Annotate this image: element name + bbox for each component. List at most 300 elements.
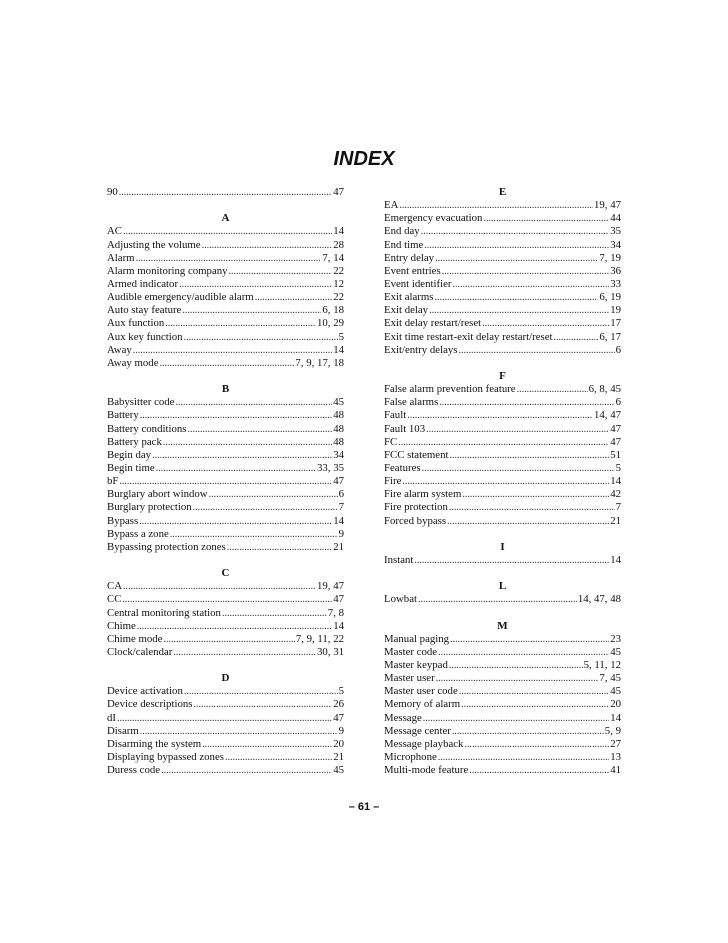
index-column-left — [107, 186, 344, 777]
index-entry — [107, 541, 344, 554]
index-entry — [384, 331, 621, 344]
entry-term: Lowbat — [384, 593, 417, 606]
entry-term: Aux key function — [107, 330, 183, 343]
entry-pages: 22 — [333, 291, 344, 304]
entry-pages: 7, 19 — [599, 251, 621, 264]
entry-pages: 6, 17 — [599, 330, 621, 343]
entry-term: Multi-mode feature — [384, 764, 469, 777]
entry-term: Battery pack — [107, 435, 162, 448]
dot-leader — [553, 331, 598, 344]
dot-leader — [434, 291, 598, 304]
index-column-right — [384, 186, 621, 777]
entry-pages: 14 — [333, 514, 344, 527]
entry-pages: 21 — [333, 540, 344, 553]
entry-pages: 7, 9, 17, 18 — [295, 356, 344, 369]
entry-term: Begin day — [107, 448, 152, 461]
entry-term: End day — [384, 225, 420, 238]
dot-leader — [229, 265, 333, 278]
section-letter-heading: L — [498, 580, 507, 593]
dot-leader — [442, 265, 610, 278]
entry-term: Message playback — [384, 737, 464, 750]
entry-term: Away mode — [107, 356, 159, 369]
entry-term: Aux function — [107, 317, 165, 330]
entry-term: Battery — [107, 409, 139, 422]
entry-term: Auto stay feature — [107, 304, 182, 317]
dot-leader — [402, 475, 609, 488]
index-entry — [384, 225, 621, 238]
index-entry — [107, 423, 344, 436]
entry-pages: 7 — [615, 501, 621, 514]
entry-pages: 14 — [610, 553, 621, 566]
entry-pages: 19, 47 — [317, 580, 344, 593]
entry-term: Exit alarms — [384, 291, 434, 304]
index-entry — [384, 462, 621, 475]
entry-pages: 47 — [333, 711, 344, 724]
entry-term: EA — [384, 199, 399, 212]
entry-pages: 33, 35 — [317, 461, 344, 474]
index-entry — [107, 409, 344, 422]
entry-pages: 28 — [333, 238, 344, 251]
entry-pages: 17 — [610, 317, 621, 330]
index-entry — [107, 738, 344, 751]
section-spacer — [107, 370, 344, 383]
dot-leader — [469, 764, 609, 777]
index-entry — [384, 672, 621, 685]
dot-leader — [139, 515, 332, 528]
dot-leader — [449, 659, 583, 672]
entry-pages: 41 — [610, 764, 621, 777]
dot-leader — [122, 593, 332, 606]
index-entry — [107, 725, 344, 738]
entry-term: Emergency evacuation — [384, 212, 483, 225]
entry-pages: 20 — [333, 737, 344, 750]
dot-leader — [119, 186, 332, 199]
index-entry — [107, 488, 344, 501]
entry-term: Microphone — [384, 751, 437, 764]
entry-term: Battery conditions — [107, 422, 187, 435]
index-entry — [384, 725, 621, 738]
section-spacer — [107, 554, 344, 567]
index-entry — [107, 607, 344, 620]
dot-leader — [438, 751, 609, 764]
section-letter-heading: C — [221, 567, 230, 580]
entry-term: Event entries — [384, 264, 441, 277]
dot-leader — [159, 357, 294, 370]
entry-term: Manual paging — [384, 632, 450, 645]
index-entry — [384, 212, 621, 225]
dot-leader — [255, 291, 333, 304]
index-entry — [384, 344, 621, 357]
dot-leader — [461, 698, 609, 711]
index-entry — [384, 396, 621, 409]
index-entry — [384, 764, 621, 777]
index-entry — [107, 396, 344, 409]
entry-pages: 26 — [333, 698, 344, 711]
entry-pages: 9 — [338, 527, 344, 540]
index-entry — [384, 488, 621, 501]
section-spacer — [384, 607, 621, 620]
index-entry — [107, 764, 344, 777]
dot-leader — [458, 344, 614, 357]
entry-term: False alarms — [384, 396, 439, 409]
entry-term: dI — [107, 711, 116, 724]
entry-pages: 35 — [610, 225, 621, 238]
entry-pages: 27 — [610, 737, 621, 750]
entry-term: Master user — [384, 672, 435, 685]
dot-leader — [459, 685, 609, 698]
entry-pages: 48 — [333, 435, 344, 448]
index-entry — [107, 317, 344, 330]
dot-leader — [407, 409, 593, 422]
index-entry — [107, 620, 344, 633]
entry-pages: 7, 9, 11, 22 — [295, 632, 344, 645]
dot-leader — [156, 462, 316, 475]
entry-term: bF — [107, 475, 119, 488]
index-entry — [107, 646, 344, 659]
dot-leader — [179, 278, 332, 291]
index-entry — [107, 304, 344, 317]
entry-pages: 5 — [615, 461, 621, 474]
index-entry — [384, 278, 621, 291]
entry-term: Chime mode — [107, 632, 163, 645]
dot-leader — [170, 528, 338, 541]
entry-pages: 14, 47 — [594, 409, 621, 422]
section-spacer — [384, 567, 621, 580]
entry-term: Disarm — [107, 724, 139, 737]
index-entry — [107, 593, 344, 606]
dot-leader — [452, 278, 609, 291]
index-entry — [107, 698, 344, 711]
entry-pages: 44 — [610, 212, 621, 225]
entry-term: Exit time restart-exit delay restart/reset — [384, 330, 553, 343]
entry-term: Alarm — [107, 251, 135, 264]
entry-pages: 14 — [610, 711, 621, 724]
entry-pages: 21 — [333, 751, 344, 764]
entry-term: Fire — [384, 475, 402, 488]
entry-term: Armed indicator — [107, 277, 179, 290]
entry-pages: 36 — [610, 264, 621, 277]
entry-pages: 9 — [338, 724, 344, 737]
entry-term: Exit/entry delays — [384, 343, 458, 356]
entry-pages: 47 — [610, 435, 621, 448]
index-entry — [107, 265, 344, 278]
dot-leader — [449, 501, 615, 514]
entry-pages: 6, 8, 45 — [588, 383, 621, 396]
dot-leader — [182, 304, 321, 317]
entry-pages: 48 — [333, 422, 344, 435]
dot-leader — [464, 738, 609, 751]
entry-pages: 30, 31 — [317, 645, 344, 658]
entry-term: Burglary protection — [107, 501, 192, 514]
entry-term: Displaying bypassed zones — [107, 751, 224, 764]
section-letter-heading: B — [221, 383, 230, 396]
entry-term: Event identifier — [384, 277, 452, 290]
index-entry — [384, 436, 621, 449]
index-entry — [384, 291, 621, 304]
dot-leader — [152, 449, 332, 462]
entry-pages: 22 — [333, 264, 344, 277]
dot-leader — [137, 620, 332, 633]
entry-pages: 14 — [610, 475, 621, 488]
index-entry — [384, 252, 621, 265]
entry-term: Central monitoring station — [107, 606, 221, 619]
entry-pages: 14 — [333, 343, 344, 356]
entry-pages: 47 — [333, 186, 344, 198]
entry-term: CC — [107, 593, 122, 606]
section-letter-heading: D — [221, 672, 230, 685]
dot-leader — [399, 199, 593, 212]
dot-leader — [133, 344, 332, 357]
entry-pages: 5 — [338, 685, 344, 698]
dot-leader — [173, 646, 316, 659]
entry-term: 90 — [107, 186, 118, 198]
entry-pages: 45 — [333, 764, 344, 777]
entry-term: End time — [384, 238, 424, 251]
entry-pages: 51 — [610, 448, 621, 461]
index-entry — [384, 738, 621, 751]
index-entry — [384, 515, 621, 528]
entry-term: Bypassing protection zones — [107, 540, 226, 553]
dot-leader — [447, 515, 609, 528]
entry-term: Away — [107, 343, 132, 356]
page-title: INDEX — [333, 148, 395, 170]
index-entry — [384, 265, 621, 278]
dot-leader — [123, 580, 316, 593]
dot-leader — [449, 449, 609, 462]
entry-term: Master code — [384, 645, 438, 658]
entry-term: Fire alarm system — [384, 488, 462, 501]
index-entry — [384, 751, 621, 764]
entry-term: Adjusting the volume — [107, 238, 201, 251]
entry-pages: 6 — [615, 396, 621, 409]
entry-pages: 45 — [333, 396, 344, 409]
index-entry — [384, 646, 621, 659]
entry-term: Fault — [384, 409, 407, 422]
entry-pages: 7 — [338, 501, 344, 514]
index-entry — [384, 475, 621, 488]
entry-pages: 20 — [610, 698, 621, 711]
dot-leader — [414, 554, 609, 567]
index-entry — [384, 449, 621, 462]
dot-leader — [436, 672, 599, 685]
index-entry — [107, 357, 344, 370]
entry-term: Instant — [384, 553, 414, 566]
dot-leader — [227, 541, 332, 554]
dot-leader — [426, 423, 609, 436]
index-entry — [107, 291, 344, 304]
dot-leader — [184, 685, 338, 698]
entry-pages: 19 — [610, 304, 621, 317]
dot-leader — [439, 396, 614, 409]
dot-leader — [517, 383, 588, 396]
dot-leader — [184, 331, 338, 344]
index-entry — [384, 304, 621, 317]
entry-pages: 10, 29 — [317, 317, 344, 330]
index-entry — [107, 344, 344, 357]
entry-term: Memory of alarm — [384, 698, 461, 711]
entry-pages: 6, 19 — [599, 291, 621, 304]
dot-leader — [452, 725, 604, 738]
dot-leader — [418, 593, 577, 606]
entry-term: Exit delay — [384, 304, 429, 317]
index-entry — [107, 239, 344, 252]
dot-leader — [175, 396, 332, 409]
index-entry — [384, 685, 621, 698]
entry-pages: 47 — [333, 593, 344, 606]
dot-leader — [421, 225, 610, 238]
index-entry — [107, 186, 344, 199]
entry-term: Message center — [384, 724, 451, 737]
section-letter-heading: E — [498, 186, 507, 198]
index-entry — [107, 580, 344, 593]
entry-term: Audible emergency/audible alarm — [107, 291, 254, 304]
entry-term: Duress code — [107, 764, 161, 777]
dot-leader — [202, 738, 332, 751]
index-entry — [384, 554, 621, 567]
entry-pages: 5 — [338, 330, 344, 343]
index-entry — [107, 278, 344, 291]
entry-term: Exit delay restart/reset — [384, 317, 482, 330]
entry-term: Babysitter code — [107, 396, 175, 409]
dot-leader — [225, 751, 332, 764]
dot-leader — [435, 252, 598, 265]
entry-term: Device descriptions — [107, 698, 193, 711]
index-entry — [384, 409, 621, 422]
entry-term: Burglary abort window — [107, 488, 208, 501]
index-entry — [107, 436, 344, 449]
entry-term: Fire protection — [384, 501, 448, 514]
entry-term: Bypass — [107, 514, 139, 527]
entry-pages: 47 — [610, 422, 621, 435]
entry-pages: 5, 9 — [604, 724, 621, 737]
dot-leader — [140, 725, 338, 738]
entry-term: Device activation — [107, 685, 183, 698]
dot-leader — [193, 698, 332, 711]
index-entry — [107, 712, 344, 725]
index-entry — [384, 501, 621, 514]
dot-leader — [165, 317, 316, 330]
dot-leader — [222, 607, 327, 620]
index-entry — [384, 423, 621, 436]
section-spacer — [107, 199, 344, 212]
dot-leader — [123, 225, 332, 238]
index-entry — [384, 199, 621, 212]
entry-term: Disarming the system — [107, 737, 202, 750]
section-spacer — [107, 659, 344, 672]
dot-leader — [163, 436, 332, 449]
entry-pages: 45 — [610, 685, 621, 698]
dot-leader — [438, 646, 609, 659]
page-number: – 61 – — [348, 801, 380, 813]
entry-term: FC — [384, 435, 398, 448]
index-entry — [107, 501, 344, 514]
entry-pages: 6, 18 — [322, 304, 344, 317]
dot-leader — [450, 633, 609, 646]
dot-leader — [398, 436, 609, 449]
dot-leader — [161, 764, 332, 777]
dot-leader — [423, 712, 609, 725]
entry-term: Master keypad — [384, 659, 448, 672]
entry-pages: 6 — [615, 343, 621, 356]
index-entry — [107, 633, 344, 646]
index-entry — [384, 659, 621, 672]
entry-pages: 21 — [610, 514, 621, 527]
entry-pages: 12 — [333, 277, 344, 290]
dot-leader — [187, 423, 332, 436]
entry-pages: 42 — [610, 488, 621, 501]
entry-pages: 6 — [338, 488, 344, 501]
entry-pages: 34 — [610, 238, 621, 251]
index-entry — [384, 239, 621, 252]
entry-term: Forced bypass — [384, 514, 447, 527]
entry-pages: 45 — [610, 645, 621, 658]
index-entry — [107, 528, 344, 541]
entry-pages: 23 — [610, 632, 621, 645]
index-entry — [107, 252, 344, 265]
dot-leader — [119, 475, 332, 488]
entry-term: Bypass a zone — [107, 527, 169, 540]
entry-term: CA — [107, 580, 122, 593]
entry-term: Message — [384, 711, 422, 724]
entry-term: Entry delay — [384, 251, 435, 264]
index-entry — [384, 633, 621, 646]
entry-term: Fault 103 — [384, 422, 426, 435]
entry-term: Master user code — [384, 685, 458, 698]
entry-pages: 7, 45 — [599, 672, 621, 685]
dot-leader — [422, 462, 615, 475]
dot-leader — [117, 712, 332, 725]
index-entry — [107, 225, 344, 238]
dot-leader — [482, 317, 609, 330]
entry-pages: 14, 47, 48 — [577, 593, 621, 606]
dot-leader — [140, 409, 332, 422]
index-entry — [107, 462, 344, 475]
index-entry — [384, 383, 621, 396]
entry-pages: 14 — [333, 225, 344, 238]
index-entry — [107, 751, 344, 764]
dot-leader — [483, 212, 609, 225]
dot-leader — [209, 488, 338, 501]
section-spacer — [384, 528, 621, 541]
dot-leader — [136, 252, 322, 265]
entry-pages: 7, 14 — [322, 251, 344, 264]
entry-term: Begin time — [107, 461, 155, 474]
section-letter-heading: M — [497, 619, 508, 632]
entry-term: Features — [384, 461, 421, 474]
index-entry — [384, 712, 621, 725]
entry-term: AC — [107, 225, 122, 238]
index-entry — [107, 515, 344, 528]
section-spacer — [384, 357, 621, 370]
index-entry — [107, 331, 344, 344]
index-entry — [107, 449, 344, 462]
section-letter-heading: I — [500, 540, 505, 553]
section-letter-heading: A — [221, 212, 230, 225]
dot-leader — [424, 239, 609, 252]
entry-term: FCC statement — [384, 448, 449, 461]
section-letter-heading: F — [499, 369, 506, 382]
dot-leader — [193, 501, 338, 514]
entry-term: False alarm prevention feature — [384, 383, 516, 396]
index-entry — [107, 475, 344, 488]
entry-pages: 34 — [333, 448, 344, 461]
entry-term: Clock/calendar — [107, 645, 173, 658]
entry-pages: 47 — [333, 475, 344, 488]
entry-pages: 33 — [610, 277, 621, 290]
entry-pages: 13 — [610, 751, 621, 764]
dot-leader — [202, 239, 333, 252]
entry-pages: 14 — [333, 619, 344, 632]
